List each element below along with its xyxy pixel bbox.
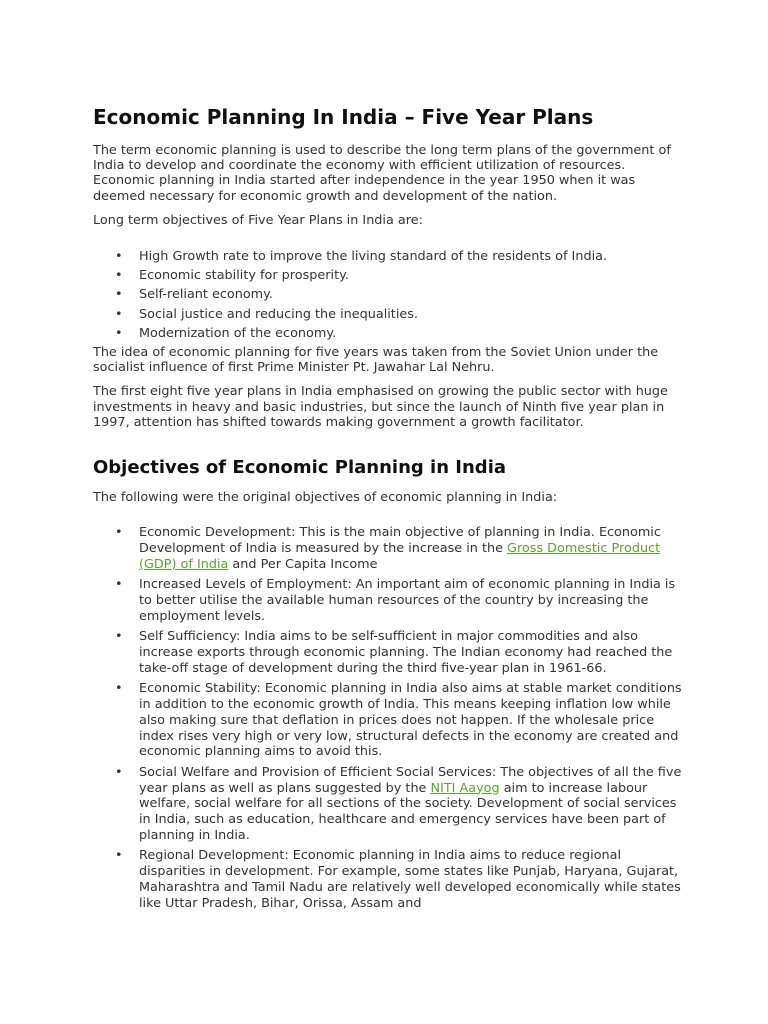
intro-paragraph: The term economic planning is used to describe the long term plans of the government of India to develop and coordinate the economy with efficient utilization of resources. Economic planning in India started after independence in the year 1950 when it was deemed necessary for economic growth and development of the nation.: [93, 143, 671, 204]
long-term-objectives-list: [93, 249, 683, 342]
section-intro: The following were the original objectives of economic planning in India:: [93, 489, 558, 505]
bullet-icon: •: [115, 325, 123, 341]
soviet-paragraph: The idea of economic planning for five years was taken from the Soviet Union under the socialist influence of first Prime Minister Pt. Jawahar Lal Nehru.: [93, 344, 659, 376]
section-title: Objectives of Economic Planning in India: [93, 456, 507, 478]
bullet-icon: •: [115, 577, 123, 593]
list-item: • Self-reliant economy.: [115, 287, 273, 303]
list-item: • Economic Stability: Economic planning in India also aims at stable market conditions in addition to the economic growth of India. This means keeping inflation low while also making sure that deflation in prices does not happen. If the wholesale price index rises very high or very low, structural defects in the economy are created and economic planning aims to avoid this.: [115, 681, 682, 760]
list-item: • Increased Levels of Employment: An important aim of economic planning in India is to better utilise the available human resources of the country by increasing the employment levels.: [115, 577, 676, 624]
list-item: • Self Sufficiency: India aims to be self-sufficient in major commodities and also increase exports through economic planning. The Indian economy had reached the take-off stage of development during the third five-year plan in 1961-66.: [115, 629, 673, 676]
bullet-icon: •: [115, 764, 123, 780]
bullet-icon: •: [115, 629, 123, 645]
list-item: • High Growth rate to improve the living standard of the residents of India.: [115, 249, 608, 265]
list-item: • Modernization of the economy.: [115, 325, 337, 341]
plans-paragraph: The first eight five year plans in India emphasised on growing the public sector with huge investments in heavy and basic industries, but since the launch of Ninth five year plan in 1997, attention has shifted towards making government a growth facilitator.: [93, 384, 668, 430]
bullet-icon: •: [115, 306, 123, 322]
page-title: Economic Planning In India – Five Year Plans: [93, 105, 594, 129]
list-item: • Economic stability for prosperity.: [115, 268, 349, 284]
bullet-icon: •: [115, 681, 123, 697]
bullet-icon: •: [115, 287, 123, 303]
list-item: • Economic Development: This is the main objective of planning in India. Economic Development of India is measured by the increase in the Gross Domestic Product (GDP) of India and Per Capita Income: [115, 525, 661, 572]
objectives-intro: Long term objectives of Five Year Plans in India are:: [93, 212, 423, 228]
article-body: [93, 104, 683, 916]
bullet-icon: •: [115, 249, 123, 265]
bullet-icon: •: [115, 268, 123, 284]
objectives-list: [93, 525, 683, 911]
list-item: • Social Welfare and Provision of Efficient Social Services: The objectives of all the five year plans as well as plans suggested by the NITI Aayog aim to increase labour welfare, social welfare for all sections of the society. Development of social services in India, such as education, healthcare and emergency services have been part of planning in India.: [115, 764, 682, 843]
list-item: • Regional Development: Economic planning in India aims to reduce regional disparities in development. For example, some states like Punjab, Haryana, Gujarat, Maharashtra and Tamil Nadu are relatively well developed economically while states like Uttar Pradesh, Bihar, Orissa, Assam and: [115, 848, 681, 911]
bullet-icon: •: [115, 848, 123, 864]
list-item: • Social justice and reducing the inequalities.: [115, 306, 418, 322]
gdp-link[interactable]: Gross Domestic Product (GDP) of India: [139, 540, 661, 572]
niti-aayog-link[interactable]: NITI Aayog: [430, 780, 500, 796]
bullet-icon: •: [115, 525, 123, 541]
